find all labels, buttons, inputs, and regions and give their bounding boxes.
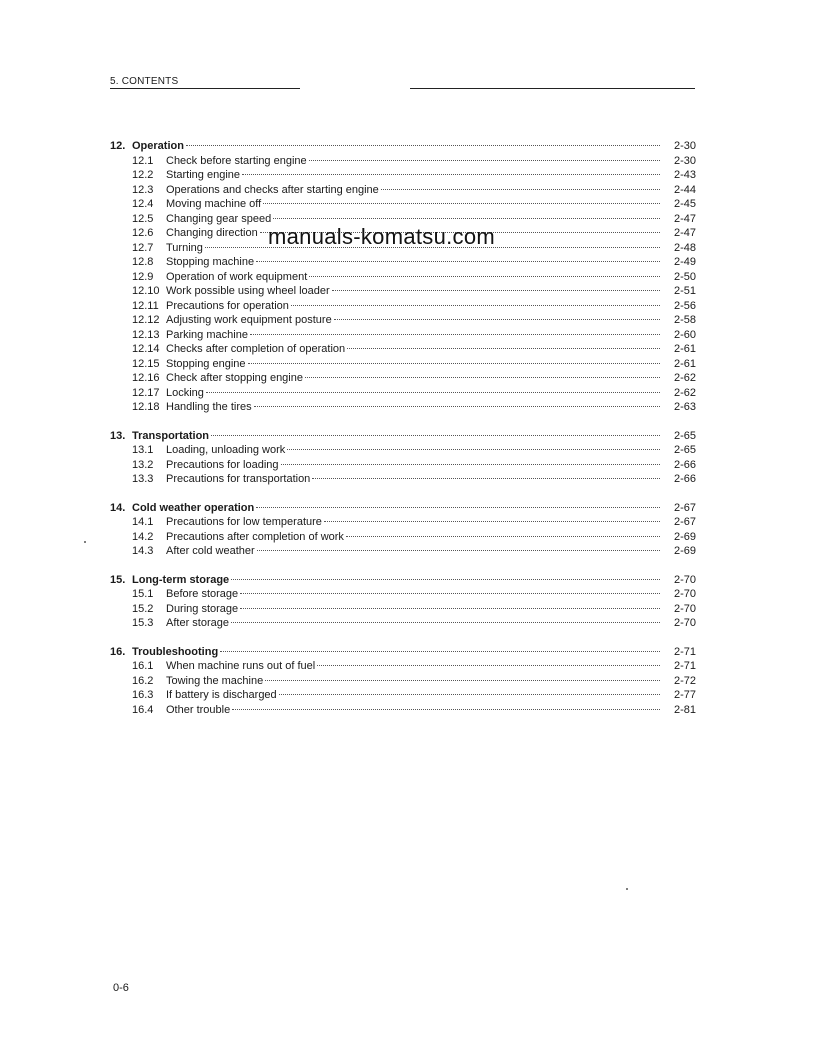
page-reference: 2-63 — [673, 401, 696, 413]
toc-entry — [110, 660, 696, 675]
dot-leader — [257, 550, 660, 551]
entry-title: Operation of work equipment — [166, 270, 308, 283]
entry-number: 12.9 — [132, 270, 154, 283]
section-title: Operation — [132, 140, 184, 152]
page-reference: 2-70 — [673, 588, 696, 600]
dot-leader — [309, 160, 660, 161]
toc-entry — [110, 343, 696, 358]
dot-leader — [256, 507, 660, 508]
entry-title: Precautions for loading — [166, 458, 279, 471]
page-reference: 2-49 — [673, 256, 696, 268]
header-rule-thick — [410, 88, 695, 89]
entry-title: Operations and checks after starting engine — [166, 183, 379, 196]
page-header — [110, 76, 695, 90]
entry-number: 12.14 — [132, 343, 160, 355]
page-reference: 2-71 — [673, 645, 696, 658]
dot-leader — [254, 406, 660, 407]
section-title: Long-term storage — [132, 573, 230, 586]
toc-entry — [110, 314, 696, 329]
section-number: 14. — [110, 501, 126, 514]
entry-title: Before storage — [166, 588, 239, 600]
toc-entry — [110, 401, 696, 416]
dot-leader — [220, 651, 660, 652]
toc-section-heading — [110, 502, 696, 517]
toc-section-heading — [110, 140, 696, 155]
toc-section — [110, 430, 696, 488]
toc-entry — [110, 588, 696, 603]
dot-leader — [334, 319, 660, 320]
entry-title: Turning — [166, 241, 203, 254]
entry-title: Changing gear speed — [166, 212, 272, 225]
toc-section — [110, 574, 696, 632]
dot-leader — [186, 145, 660, 146]
toc-section — [110, 140, 696, 416]
entry-number: 12.15 — [132, 357, 160, 370]
toc-entry — [110, 372, 696, 387]
entry-number: 16.2 — [132, 674, 154, 687]
page-reference: 2-71 — [673, 660, 696, 672]
dot-leader — [250, 334, 660, 335]
dot-leader — [381, 189, 660, 190]
entry-title: Adjusting work equipment posture — [166, 314, 332, 326]
toc-entry — [110, 473, 696, 488]
dot-leader — [265, 680, 660, 681]
header-rule — [110, 88, 300, 89]
dot-leader — [211, 435, 660, 436]
page-number: 0-6 — [113, 982, 129, 994]
dot-leader — [232, 709, 660, 710]
entry-number: 12.5 — [132, 212, 154, 225]
section-number: 13. — [110, 429, 126, 442]
entry-number: 12.2 — [132, 169, 154, 181]
toc-entry — [110, 155, 696, 170]
section-number: 16. — [110, 645, 126, 658]
page-reference: 2-45 — [673, 198, 696, 210]
toc-entry — [110, 675, 696, 690]
dot-leader — [305, 377, 660, 378]
scan-speck — [626, 888, 628, 890]
page-reference: 2-70 — [673, 602, 696, 615]
dot-leader — [240, 593, 660, 594]
page-reference: 2-50 — [673, 270, 696, 283]
page-reference: 2-61 — [673, 343, 696, 355]
toc-entry — [110, 459, 696, 474]
page-reference: 2-47 — [673, 227, 696, 239]
page-reference: 2-69 — [673, 545, 696, 557]
entry-title: Moving machine off — [166, 198, 262, 210]
page-reference: 2-72 — [673, 674, 696, 687]
toc-entry — [110, 444, 696, 459]
entry-title: Loading, unloading work — [166, 444, 286, 456]
section-title: Cold weather operation — [132, 501, 255, 514]
entry-title: Precautions for low temperature — [166, 516, 322, 528]
toc-entry — [110, 516, 696, 531]
entry-title: After storage — [166, 617, 229, 629]
dot-leader — [287, 449, 660, 450]
entry-title: Precautions after completion of work — [166, 530, 344, 543]
toc-section-heading — [110, 574, 696, 589]
page-reference: 2-69 — [673, 530, 696, 543]
dot-leader — [281, 464, 660, 465]
entry-title: When machine runs out of fuel — [166, 660, 316, 672]
entry-number: 12.13 — [132, 328, 160, 341]
dot-leader — [332, 290, 660, 291]
dot-leader — [242, 174, 660, 175]
toc-entry — [110, 689, 696, 704]
page-reference: 2-43 — [673, 169, 696, 181]
page-reference: 2-62 — [673, 372, 696, 384]
toc-entry — [110, 531, 696, 546]
dot-leader — [312, 478, 660, 479]
entry-number: 12.1 — [132, 154, 154, 167]
section-title: Transportation — [132, 429, 210, 442]
toc-entry — [110, 169, 696, 184]
page-reference: 2-44 — [673, 183, 696, 196]
toc-entry — [110, 603, 696, 618]
entry-number: 15.1 — [132, 588, 154, 600]
dot-leader — [263, 203, 660, 204]
toc-entry — [110, 545, 696, 560]
watermark: manuals-komatsu.com — [268, 224, 495, 249]
toc-entry — [110, 256, 696, 271]
entry-number: 12.16 — [132, 372, 160, 384]
entry-number: 12.17 — [132, 386, 160, 399]
toc-entry — [110, 387, 696, 402]
toc-entry — [110, 704, 696, 719]
entry-title: Other trouble — [166, 703, 231, 716]
entry-number: 15.2 — [132, 602, 154, 615]
entry-title: During storage — [166, 602, 239, 615]
entry-title: Check before starting engine — [166, 154, 307, 167]
entry-number: 12.18 — [132, 401, 160, 413]
toc-section-heading — [110, 646, 696, 661]
entry-title: Handling the tires — [166, 401, 252, 413]
entry-number: 15.3 — [132, 617, 154, 629]
entry-title: Stopping engine — [166, 357, 246, 370]
entry-number: 14.2 — [132, 530, 154, 543]
entry-number: 12.6 — [132, 227, 154, 239]
entry-number: 12.7 — [132, 241, 154, 254]
page-reference: 2-65 — [673, 429, 696, 442]
page-reference: 2-77 — [673, 689, 696, 701]
header-title: 5. CONTENTS — [110, 76, 179, 87]
toc-entry — [110, 329, 696, 344]
page-reference: 2-70 — [673, 573, 696, 586]
page-reference: 2-30 — [673, 140, 696, 152]
entry-number: 12.12 — [132, 314, 160, 326]
section-number: 15. — [110, 573, 126, 586]
dot-leader — [347, 348, 660, 349]
entry-number: 14.3 — [132, 545, 154, 557]
entry-title: Starting engine — [166, 169, 240, 181]
page-reference: 2-81 — [673, 703, 696, 716]
entry-title: Check after stopping engine — [166, 372, 303, 384]
entry-title: Work possible using wheel loader — [166, 285, 330, 297]
entry-number: 12.3 — [132, 183, 154, 196]
dot-leader — [231, 579, 660, 580]
page-reference: 2-65 — [673, 444, 696, 456]
page-reference: 2-70 — [673, 617, 696, 629]
entry-number: 13.2 — [132, 458, 154, 471]
scan-speck — [84, 541, 86, 543]
page-reference: 2-47 — [673, 212, 696, 225]
entry-number: 16.3 — [132, 689, 154, 701]
dot-leader — [256, 261, 660, 262]
entry-title: Parking machine — [166, 328, 248, 341]
toc-entry — [110, 285, 696, 300]
entry-number: 12.10 — [132, 285, 160, 297]
dot-leader — [231, 622, 660, 623]
dot-leader — [309, 276, 660, 277]
toc-section-heading — [110, 430, 696, 445]
page-reference: 2-58 — [673, 314, 696, 326]
page-reference: 2-66 — [673, 473, 696, 485]
dot-leader — [240, 608, 660, 609]
entry-title: Precautions for operation — [166, 299, 289, 312]
entry-title: Precautions for transportation — [166, 473, 311, 485]
dot-leader — [206, 392, 660, 393]
toc-entry — [110, 617, 696, 632]
entry-number: 12.8 — [132, 256, 154, 268]
entry-number: 12.11 — [132, 299, 159, 312]
entry-title: After cold weather — [166, 545, 255, 557]
page-reference: 2-51 — [673, 285, 696, 297]
section-title: Troubleshooting — [132, 645, 219, 658]
dot-leader — [317, 665, 660, 666]
entry-title: Stopping machine — [166, 256, 255, 268]
section-number: 12. — [110, 140, 126, 152]
toc-section — [110, 502, 696, 560]
entry-title: Towing the machine — [166, 674, 264, 687]
page-reference: 2-60 — [673, 328, 696, 341]
entry-number: 16.4 — [132, 703, 154, 716]
page-reference: 2-48 — [673, 241, 696, 254]
toc-entry — [110, 198, 696, 213]
toc-section — [110, 646, 696, 719]
page-reference: 2-67 — [673, 516, 696, 528]
toc-entry — [110, 358, 696, 373]
entry-number: 14.1 — [132, 516, 154, 528]
dot-leader — [248, 363, 660, 364]
page-reference: 2-66 — [673, 458, 696, 471]
dot-leader — [346, 536, 660, 537]
entry-title: Locking — [166, 386, 204, 399]
page-reference: 2-67 — [673, 501, 696, 514]
entry-title: If battery is discharged — [166, 689, 277, 701]
entry-number: 13.1 — [132, 444, 154, 456]
dot-leader — [279, 694, 660, 695]
entry-number: 13.3 — [132, 473, 154, 485]
entry-title: Checks after completion of operation — [166, 343, 346, 355]
page-reference: 2-61 — [673, 357, 696, 370]
entry-title: Changing direction — [166, 227, 258, 239]
toc-entry — [110, 271, 696, 286]
toc-entry — [110, 184, 696, 199]
dot-leader — [324, 521, 660, 522]
page-reference: 2-30 — [673, 154, 696, 167]
dot-leader — [291, 305, 660, 306]
page-reference: 2-62 — [673, 386, 696, 399]
page-reference: 2-56 — [673, 299, 696, 312]
entry-number: 12.4 — [132, 198, 154, 210]
entry-number: 16.1 — [132, 660, 154, 672]
toc-entry — [110, 300, 696, 315]
dot-leader — [273, 218, 660, 219]
